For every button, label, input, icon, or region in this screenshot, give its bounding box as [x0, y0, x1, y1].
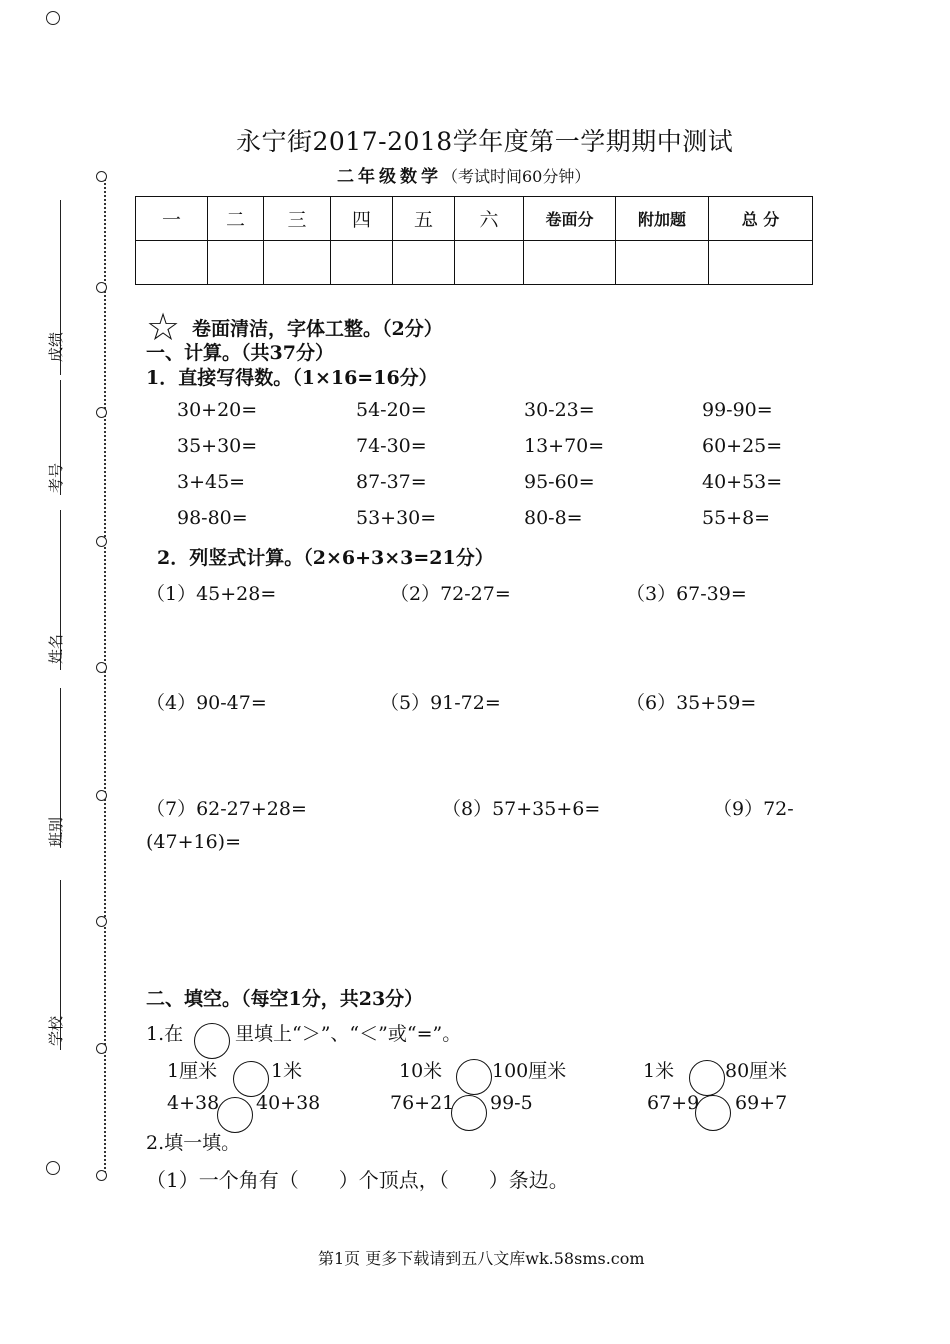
score-header-cell: 总 分 — [709, 197, 813, 241]
vertical-question-wrap: (47+16)= — [146, 831, 242, 853]
vertical-question: （4）90-47= — [146, 692, 267, 714]
field-label-school: 学校 — [47, 1015, 65, 1046]
score-entry-cell[interactable] — [616, 241, 709, 285]
score-entry-cell[interactable] — [393, 241, 455, 285]
field-label-name: 姓名 — [47, 633, 65, 664]
vertical-question: （6）35+59= — [626, 692, 757, 714]
score-header-cell: 三 — [264, 197, 331, 241]
subtitle-note: （考试时间60分钟） — [442, 167, 591, 186]
field-label-exam-no: 考号 — [47, 462, 65, 493]
compare-left: 1米 — [643, 1060, 675, 1082]
binding-hole — [96, 1043, 107, 1054]
corner-ring-bottom — [46, 1161, 60, 1175]
vertical-question: （9）72- — [713, 798, 794, 820]
page-subtitle — [337, 162, 590, 187]
oral-question: 95-60= — [524, 471, 595, 493]
oral-question: 3+45= — [177, 471, 246, 493]
section1-title: 一、计算。（共37分） — [146, 342, 334, 364]
vertical-question: （1）45+28= — [146, 583, 277, 605]
oral-question: 99-90= — [702, 399, 773, 421]
oral-question: 98-80= — [177, 507, 248, 529]
binding-hole — [96, 536, 107, 547]
compare-right: 1米 — [271, 1060, 303, 1082]
score-entry-cell[interactable] — [208, 241, 264, 285]
score-header-cell: 二 — [208, 197, 264, 241]
compare-circle[interactable] — [456, 1059, 492, 1095]
oral-question: 54-20= — [356, 399, 427, 421]
score-header-cell: 附加题 — [616, 197, 709, 241]
oral-question: 80-8= — [524, 507, 583, 529]
score-header-cell: 五 — [393, 197, 455, 241]
score-entry-cell[interactable] — [455, 241, 524, 285]
oral-question: 35+30= — [177, 435, 258, 457]
compare-left: 76+21 — [390, 1092, 455, 1114]
q2-item-1: （1）一个角有（ ）个顶点，（ ）条边。 — [146, 1168, 569, 1192]
compare-left: 67+9 — [647, 1092, 700, 1114]
compare-right: 80厘米 — [725, 1060, 788, 1082]
oral-question: 55+8= — [702, 507, 771, 529]
compare-left: 4+38 — [167, 1092, 220, 1114]
oral-question: 60+25= — [702, 435, 783, 457]
compare-circle[interactable] — [689, 1060, 725, 1096]
compare-right: 99-5 — [490, 1092, 533, 1114]
vertical-question: （8）57+35+6= — [442, 798, 601, 820]
score-header-cell: 六 — [455, 197, 524, 241]
binding-dotted-line — [104, 176, 106, 1176]
vertical-question: （3）67-39= — [626, 583, 747, 605]
neatness-note: 卷面清洁，字体工整。（2分） — [192, 318, 443, 340]
corner-ring-top — [46, 11, 60, 25]
compare-circle[interactable] — [695, 1095, 731, 1131]
vertical-question: （2）72-27= — [390, 583, 511, 605]
binding-hole — [96, 916, 107, 927]
page-footer: 第1页 更多下载请到五八文库wk.58sms.com — [318, 1249, 645, 1268]
binding-hole — [96, 662, 107, 673]
q2-title: 2.填一填。 — [146, 1132, 241, 1154]
score-table — [135, 196, 813, 285]
binding-hole — [96, 1170, 107, 1181]
compare-circle[interactable] — [451, 1095, 487, 1131]
score-entry-cell[interactable] — [331, 241, 393, 285]
binding-hole — [96, 407, 107, 418]
compare-right: 40+38 — [256, 1092, 321, 1114]
q1-prefix: 1.在 — [146, 1023, 184, 1045]
compare-right: 100厘米 — [492, 1060, 567, 1082]
binding-hole — [96, 790, 107, 801]
binding-hole — [96, 282, 107, 293]
oral-question: 30+20= — [177, 399, 258, 421]
section1-part1-title: 1．直接写得数。（1×16=16分） — [146, 367, 438, 389]
oral-question: 87-37= — [356, 471, 427, 493]
oral-question: 30-23= — [524, 399, 595, 421]
field-label-score: 成绩 — [47, 331, 65, 362]
section1-part2-title: 2．列竖式计算。（2×6+3×3=21分） — [157, 547, 494, 569]
score-table-entry-row — [136, 241, 813, 285]
score-header-cell: 一 — [136, 197, 208, 241]
score-header-cell: 卷面分 — [524, 197, 616, 241]
q1-suffix: 里填上“＞”、“＜”或“=”。 — [235, 1023, 462, 1045]
vertical-question: （5）91-72= — [380, 692, 501, 714]
vertical-question: （7）62-27+28= — [146, 798, 307, 820]
oral-question: 53+30= — [356, 507, 437, 529]
binding-hole — [96, 171, 107, 182]
compare-left: 10米 — [399, 1060, 443, 1082]
score-entry-cell[interactable] — [524, 241, 616, 285]
oral-question: 74-30= — [356, 435, 427, 457]
score-entry-cell[interactable] — [264, 241, 331, 285]
section2-title: 二、填空。（每空1分，共23分） — [146, 988, 424, 1010]
field-label-class: 班别 — [47, 816, 65, 847]
score-table-header-row — [136, 197, 813, 241]
compare-right: 69+7 — [735, 1092, 788, 1114]
answer-circle-example — [194, 1023, 230, 1059]
oral-question: 13+70= — [524, 435, 605, 457]
oral-question: 40+53= — [702, 471, 783, 493]
score-entry-cell[interactable] — [709, 241, 813, 285]
page-title: 永宁街2017-2018学年度第一学期期中测试 — [236, 127, 734, 156]
compare-left: 1厘米 — [167, 1060, 218, 1082]
score-entry-cell[interactable] — [136, 241, 208, 285]
subtitle-main: 二年级数学 — [337, 167, 442, 187]
star-icon: ☆ — [146, 305, 181, 349]
score-header-cell: 四 — [331, 197, 393, 241]
